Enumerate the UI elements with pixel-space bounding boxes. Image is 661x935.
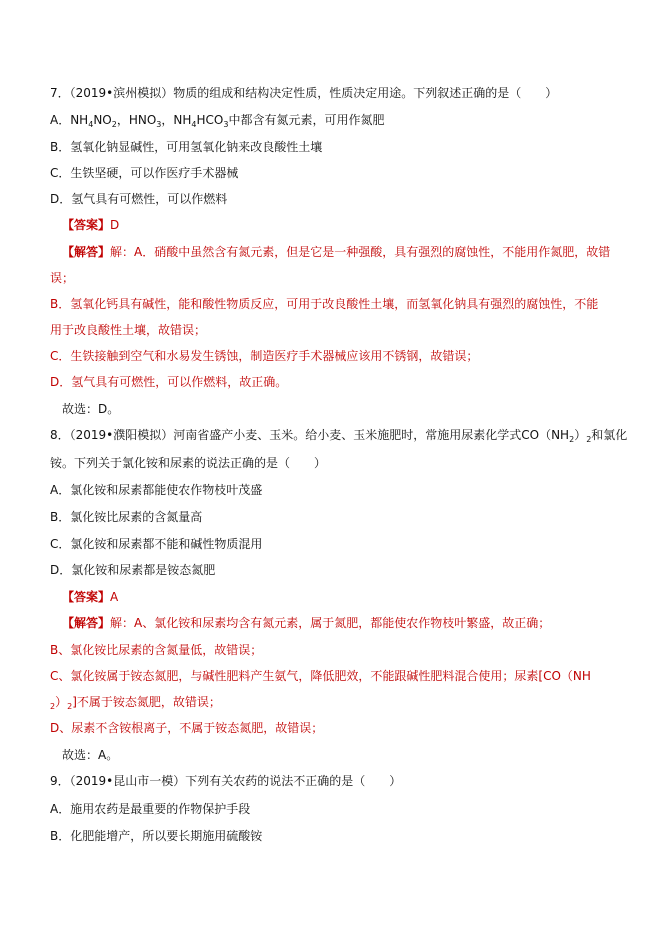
question-7-option-c: C．生铁坚硬，可以作医疗手术器械 (50, 166, 239, 180)
question-9-stem: 9．（2019•昆山市一模）下列有关农药的说法不正确的是（ ） (50, 774, 402, 788)
question-8-option-c: C．氯化铵和尿素都不能和碱性物质混用 (50, 537, 263, 551)
question-7-option-b: B．氢氧化钠显碱性，可用氢氧化钠来改良酸性土壤 (50, 140, 323, 154)
question-8-option-d: D．氯化铵和尿素都是铵态氮肥 (50, 563, 216, 577)
question-8-conclusion: 故选：A。 (62, 748, 119, 762)
question-7-analysis-line-2: 误； (50, 271, 75, 285)
question-8-stem-line-2: 铵。下列关于氯化铵和尿素的说法正确的是（ ） (50, 456, 327, 470)
question-9-option-a: A．施用农药是最重要的作物保护手段 (50, 802, 251, 816)
question-8-option-a: A．氯化铵和尿素都能使农作物枝叶茂盛 (50, 483, 263, 497)
question-7-stem: 7．（2019•滨州模拟）物质的组成和结构决定性质，性质决定用途。下列叙述正确的是（ ） (50, 86, 558, 100)
question-8-analysis-line-2: B、氯化铵比尿素的含氮量低，故错误； (50, 643, 263, 657)
question-8-stem-line-1: 8．（2019•濮阳模拟）河南省盛产小麦、玉米。给小麦、玉米施肥时，常施用尿素化学式$CO(NH_2)_2$和氯化 (50, 428, 628, 444)
question-7-analysis-line-3: B．氢氧化钙具有碱性，能和酸性物质反应，可用于改良酸性土壤，而氢氧化钠具有强烈的腐蚀性，不能 (50, 297, 599, 311)
question-8-option-b: B．氯化铵比尿素的含氮量高 (50, 510, 203, 524)
question-7-option-a: A．$NH_4NO_2$，$HNO_3$，$NH_4HCO_3$中都含有氮元素，可用作氮肥 (50, 113, 385, 129)
question-8-analysis-line-1: 【解答】解：A、氯化铵和尿素均含有氮元素，属于氮肥，都能使农作物枝叶繁盛，故正确； (62, 616, 551, 630)
question-7-conclusion: 故选：D。 (62, 402, 120, 416)
question-7-answer: 【答案】D (62, 218, 120, 232)
question-8-analysis-line-3: C、氯化铵属于铵态氮肥，与碱性肥料产生氨气，降低肥效，不能跟碱性肥料混合使用；尿素[CO（NH (50, 669, 591, 683)
question-7-analysis-line-1: 【解答】解：A．硝酸中虽然含有氮元素，但是它是一种强酸，具有强烈的腐蚀性，不能用作氮肥，故错 (62, 245, 611, 259)
question-8-answer: 【答案】A (62, 590, 119, 604)
question-7-analysis-line-5: C．生铁接触到空气和水易发生锈蚀，制造医疗手术器械应该用不锈钢，故错误； (50, 349, 479, 363)
question-8-analysis-line-4: $_2)_2$]不属于铵态氮肥，故错误； (50, 695, 221, 711)
question-7-analysis-line-4: 用于改良酸性土壤，故错误； (50, 323, 207, 337)
question-8-analysis-line-5: D、尿素不含铵根离子，不属于铵态氮肥，故错误； (50, 721, 324, 735)
question-7-option-d: D．氢气具有可燃性，可以作燃料 (50, 192, 228, 206)
question-7-analysis-line-6: D．氢气具有可燃性，可以作燃料，故正确。 (50, 375, 288, 389)
question-9-option-b: B．化肥能增产，所以要长期施用硫酸铵 (50, 829, 263, 843)
